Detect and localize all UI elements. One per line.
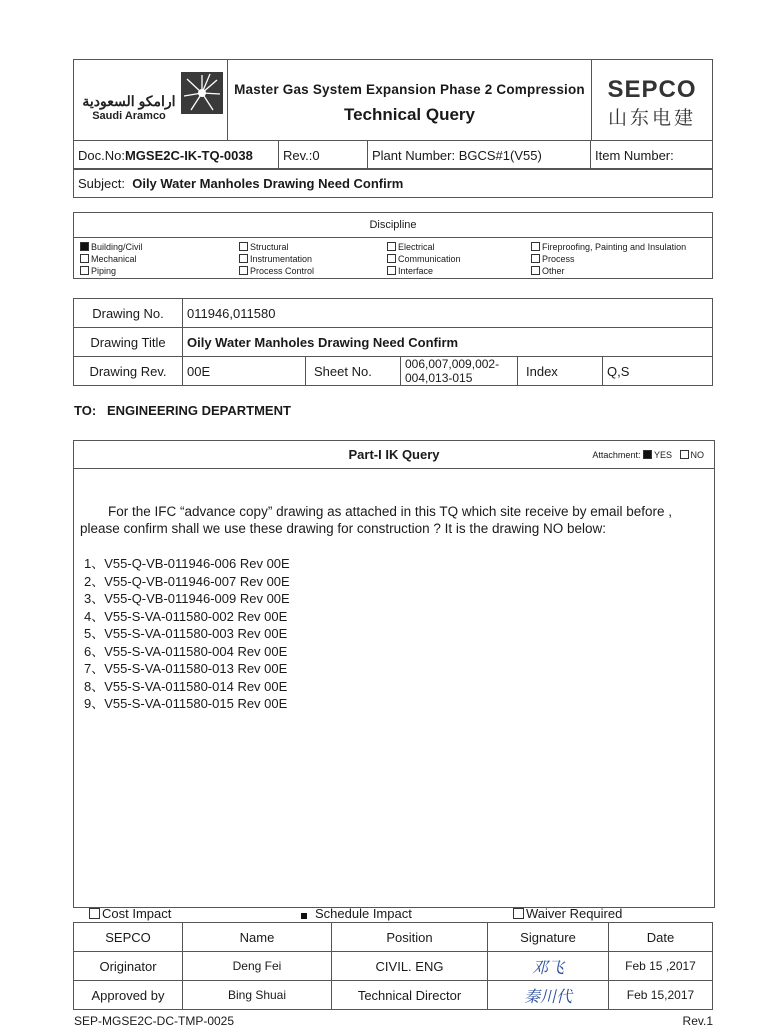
- column-header: Signature: [488, 923, 609, 952]
- handwritten-signature: 秦川代: [523, 986, 572, 1006]
- schedule-impact-option[interactable]: Schedule Impact: [301, 906, 412, 921]
- discipline-option[interactable]: Electrical: [387, 241, 461, 253]
- sepco-chinese-name: 山东电建: [607, 107, 696, 129]
- discipline-title: Discipline: [74, 213, 713, 238]
- discipline-col-3: [387, 241, 461, 277]
- name-cell: Deng Fei: [183, 952, 332, 981]
- signature-header-row: [74, 923, 713, 952]
- query-line-2: please confirm shall we use these drawing for construction ? It is the drawing NO below:: [80, 521, 607, 536]
- discipline-col-4: [531, 241, 686, 277]
- name-cell: Bing Shuai: [183, 981, 332, 1010]
- attachment-no-checkbox[interactable]: [680, 450, 689, 459]
- list-item: 1、V55-Q-VB-011946-006 Rev 00E: [84, 556, 290, 571]
- list-item: 6、V55-S-VA-011580-004 Rev 00E: [84, 643, 288, 659]
- checkbox-icon[interactable]: [387, 254, 396, 263]
- attachment-field: [592, 450, 704, 460]
- checkbox-icon[interactable]: [239, 266, 248, 275]
- table-row: [74, 981, 713, 1010]
- discipline-option[interactable]: Instrumentation: [239, 253, 314, 265]
- discipline-option[interactable]: Process: [531, 253, 686, 265]
- cost-impact-option[interactable]: Cost Impact: [89, 906, 171, 921]
- checkbox-icon[interactable]: [239, 242, 248, 251]
- discipline-option[interactable]: Communication: [387, 253, 461, 265]
- position-cell: CIVIL. ENG: [332, 952, 488, 981]
- query-body: [80, 503, 705, 537]
- form-revision: Rev.1: [682, 1014, 713, 1028]
- drawing-title-value: Oily Water Manholes Drawing Need Confirm: [183, 328, 713, 357]
- aramco-logo-cell: [74, 60, 228, 141]
- waiver-required-option[interactable]: Waiver Required: [513, 906, 622, 921]
- drawing-table: [73, 298, 713, 386]
- role-cell: Approved by: [74, 981, 183, 1010]
- list-item: 7、V55-S-VA-011580-013 Rev 00E: [84, 661, 288, 676]
- list-item: 4、V55-S-VA-011580-002 Rev 00E: [84, 608, 288, 624]
- drawing-title-label: Drawing Title: [74, 328, 183, 357]
- sepco-logo: SEPCO: [607, 75, 697, 103]
- sheet-no-value: 006,007,009,002-004,013-015: [401, 357, 518, 386]
- rev-cell: [279, 141, 368, 170]
- drawing-rev-label: Drawing Rev.: [74, 357, 183, 386]
- plant-cell: [368, 141, 591, 170]
- sheet-no-label: Sheet No.: [306, 357, 401, 386]
- item-number-cell: [591, 141, 713, 170]
- signature-table: [73, 922, 713, 1010]
- to-line: TO: ENGINEERING DEPARTMENT: [74, 403, 291, 418]
- list-item: 5、V55-S-VA-011580-003 Rev 00E: [84, 626, 288, 641]
- project-title: Master Gas System Expansion Phase 2 Compression: [234, 81, 585, 97]
- discipline-col-2: [239, 241, 314, 277]
- document-type: Technical Query: [343, 104, 475, 124]
- checkbox-checked-icon[interactable]: [80, 242, 89, 251]
- signature-cell: [488, 952, 609, 981]
- checkbox-icon[interactable]: [531, 242, 540, 251]
- index-value: Q,S: [603, 357, 713, 386]
- discipline-option[interactable]: Structural: [239, 241, 314, 253]
- discipline-table: [73, 212, 713, 279]
- aramco-star-logo: [181, 72, 223, 114]
- subject-row: [73, 168, 713, 198]
- list-item: 3、V55-Q-VB-011946-009 Rev 00E: [84, 591, 290, 606]
- list-item: 2、V55-Q-VB-011946-007 Rev 00E: [84, 573, 290, 589]
- attachment-yes-checkbox[interactable]: [643, 450, 652, 459]
- doc-info-row: [73, 140, 713, 170]
- doc-no-cell: [74, 141, 279, 170]
- position-cell: Technical Director: [332, 981, 488, 1010]
- column-header: SEPCO: [74, 923, 183, 952]
- checkbox-icon[interactable]: [531, 266, 540, 275]
- plant-label: Plant Number:: [372, 147, 456, 163]
- checkbox-icon[interactable]: [89, 908, 100, 919]
- aramco-arabic-text: ارامكو السعودية: [82, 93, 176, 109]
- discipline-option[interactable]: Piping: [80, 265, 143, 277]
- subject-cell: [74, 169, 713, 198]
- impacts-row: [73, 906, 713, 922]
- subject-value: Oily Water Manholes Drawing Need Confirm: [132, 175, 404, 191]
- discipline-option[interactable]: Interface: [387, 265, 461, 277]
- subject-label: Subject:: [78, 175, 125, 191]
- checkbox-icon[interactable]: [531, 254, 540, 263]
- column-header: Position: [332, 923, 488, 952]
- drawing-no-value: 011946,011580: [183, 299, 713, 328]
- rev-value: 0: [312, 147, 320, 163]
- attachment-label: Attachment:: [592, 450, 641, 460]
- handwritten-signature: 邓飞: [531, 957, 564, 977]
- query-line-1: For the IFC “advance copy” drawing as attached in this TQ which site receive by email before ,: [108, 504, 673, 519]
- date-cell: Feb 15 ,2017: [609, 952, 713, 981]
- drawing-no-label: Drawing No.: [74, 299, 183, 328]
- checkbox-icon[interactable]: [80, 254, 89, 263]
- rev-label: Rev.:: [283, 147, 313, 163]
- aramco-english-text: Saudi Aramco: [92, 110, 166, 122]
- discipline-option[interactable]: Building/Civil: [80, 241, 143, 253]
- attachment-yes-label: YES: [653, 450, 672, 460]
- checkbox-icon[interactable]: [80, 266, 89, 275]
- role-cell: Originator: [74, 952, 183, 981]
- list-item: 9、V55-S-VA-011580-015 Rev 00E: [84, 696, 288, 711]
- part1-header: [74, 441, 714, 469]
- doc-no-value: MGSE2C-IK-TQ-0038: [124, 147, 253, 163]
- column-header: Name: [183, 923, 332, 952]
- header-table: [73, 59, 713, 141]
- plant-value: BGCS#1(V55): [458, 147, 542, 163]
- discipline-col-1: [80, 241, 143, 277]
- discipline-option[interactable]: Mechanical: [80, 253, 143, 265]
- index-label: Index: [518, 357, 603, 386]
- attachment-no-label: NO: [690, 450, 704, 460]
- checkbox-checked-icon[interactable]: [301, 913, 307, 919]
- drawing-rev-value: 00E: [183, 357, 306, 386]
- part1-title: Part-I IK Query: [348, 447, 440, 462]
- checkbox-icon[interactable]: [387, 266, 396, 275]
- doc-no-label: Doc.No:: [78, 147, 125, 163]
- list-item: 8、V55-S-VA-011580-014 Rev 00E: [84, 678, 288, 694]
- discipline-options: [74, 238, 713, 279]
- discipline-option[interactable]: Other: [531, 265, 686, 277]
- date-cell: Feb 15,2017: [609, 981, 713, 1010]
- checkbox-icon[interactable]: [239, 254, 248, 263]
- column-header: Date: [609, 923, 713, 952]
- checkbox-icon[interactable]: [387, 242, 396, 251]
- part1-box: [73, 440, 715, 908]
- discipline-option[interactable]: Process Control: [239, 265, 314, 277]
- discipline-option[interactable]: Fireproofing, Painting and Insulation: [531, 241, 686, 253]
- form-number: SEP-MGSE2C-DC-TMP-0025: [74, 1014, 235, 1028]
- table-row: [74, 952, 713, 981]
- checkbox-icon[interactable]: [513, 908, 524, 919]
- title-cell: [228, 60, 592, 141]
- sepco-logo-cell: [592, 60, 713, 141]
- drawing-list: [84, 555, 290, 713]
- item-number-label: Item Number:: [595, 147, 674, 163]
- signature-cell: [488, 981, 609, 1010]
